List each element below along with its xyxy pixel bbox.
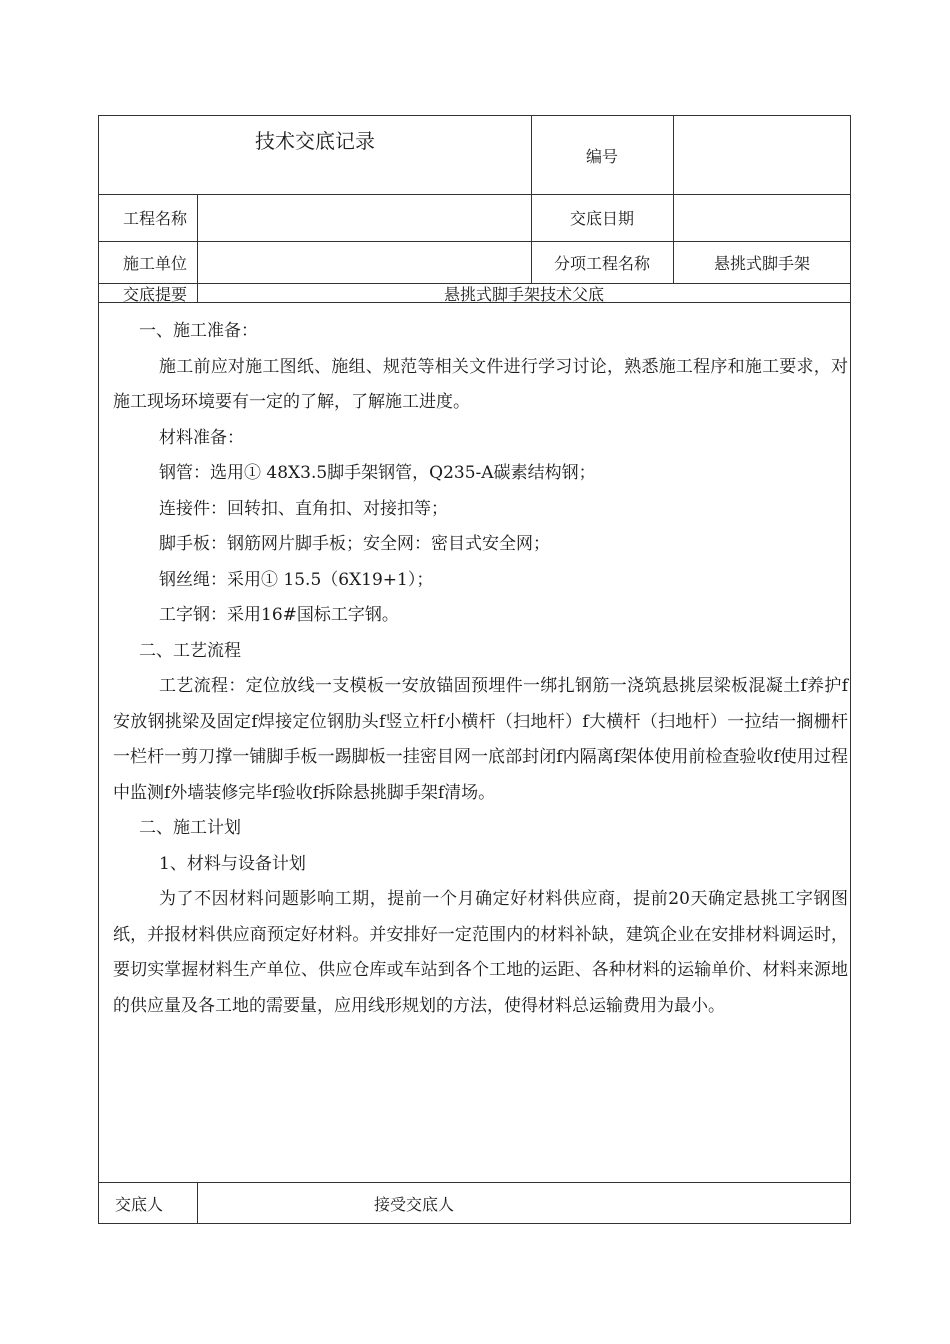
paragraph: 为了不因材料问题影响工期，提前一个月确定好材料供应商，提前20天确定悬挑工字钢图纸，并报材料供应商预定好材料。并安排好一定范围内的材料补缺，建筑企业在安排材料调运时，要切实掌握材料生产单位、供应仓库或车站到各个工地的运距、各种材料的运输单价、材料来源地的供应量及各工地的需要量，应用线形规划的方法，使得材料总运输费用为最小。 [113,889,848,1016]
discloser-label: 交底人 [114,1194,163,1214]
subsection-heading: 1、材料与设备计划 [159,853,306,874]
receiver-value [499,1182,799,1224]
paragraph: 连接件：回转扣、直角扣、对接扣等； [159,498,448,519]
paragraph: 工艺流程：定位放线一支模板一安放锚固预埋件一绑扎钢筋一浇筑悬挑层梁板混凝土f养护f安放钢挑梁及固定f焊接定位钢肋头f竖立杆f小横杆（扫地杆）f大横杆（扫地杆）一拉结一搁栅杆一栏杆一剪刀撑一铺脚手板一踢脚板一挂密目网一底部封闭f内隔离f架体使用前检查验收f使用过程中监测f外墙装修完毕f验收f拆除悬挑脚手架f清场。 [113,676,848,803]
paragraph: 工字钢：采用16#国标工字钢。 [159,605,399,625]
receiver-label: 接受交底人 [373,1194,454,1214]
disclosure-date-label: 交底日期 [569,209,634,228]
sub-project-value: 悬挑式脚手架 [713,253,810,273]
disclosure-content [113,314,848,1024]
paragraph: 脚手板：钢筋网片脚手板；安全网：密目式安全网； [159,534,550,554]
number-label: 编号 [585,146,618,166]
disclosure-date-value [673,194,851,241]
disclosure-record-table [98,115,851,1224]
section-heading: 二、工艺流程 [139,640,241,661]
paragraph: 钢管：选用① 48X3.5脚手架钢管，Q235-A碳素结构钢； [159,463,596,483]
number-value [673,116,851,194]
construction-unit-value [197,241,531,283]
paragraph: 材料准备： [159,427,244,448]
discloser-value [197,1182,347,1224]
section-heading: 二、施工计划 [139,818,241,838]
paragraph: 钢丝绳：采用① 15.5（6X19+1）； [159,569,434,590]
construction-unit-label: 施工单位 [122,253,187,273]
document-title: 技术交底记录 [255,128,375,153]
project-name-value [197,194,531,241]
summary-label: 交底提要 [122,284,187,304]
project-name-label: 工程名称 [122,209,187,228]
section-heading: 一、施工准备： [139,321,258,341]
paragraph: 施工前应对施工图纸、施组、规范等相关文件进行学习讨论，熟悉施工程序和施工要求，对施工现场环境要有一定的了解，了解施工进度。 [113,356,848,412]
summary-value: 悬挑式脚手架技术父底 [443,284,604,304]
sub-project-label: 分项工程名称 [553,253,650,273]
